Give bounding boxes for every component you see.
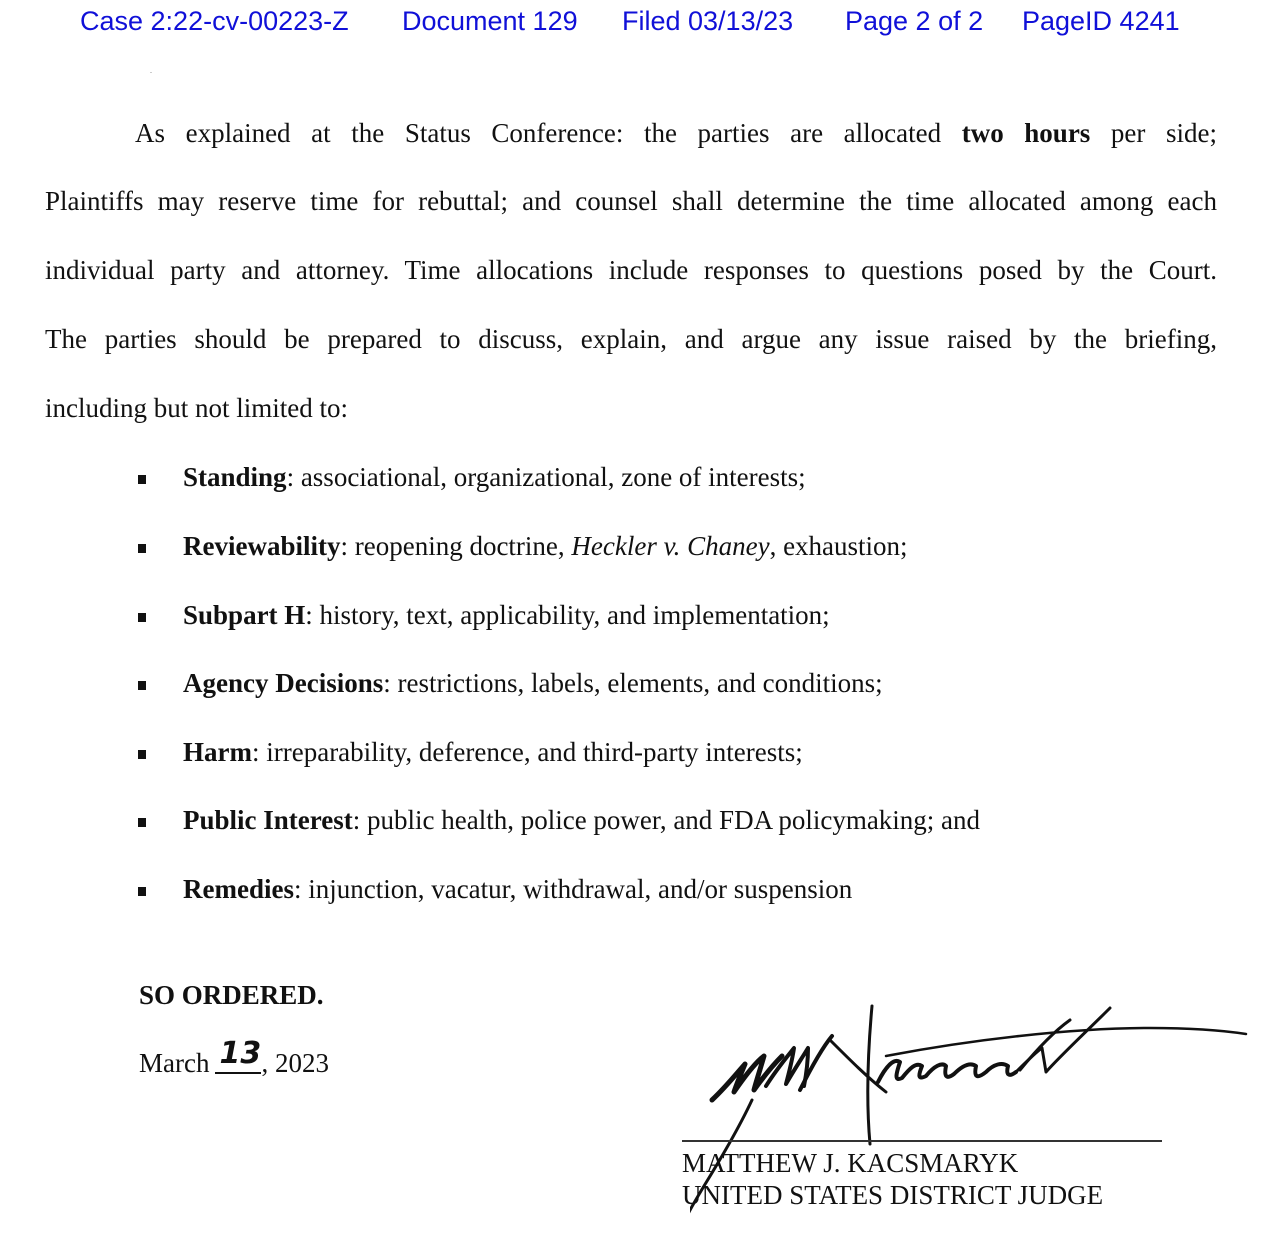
list-item-term: Reviewability: [183, 531, 341, 561]
date-month: March: [139, 1048, 210, 1078]
list-item-detail: : history, text, applicability, and implementation;: [305, 600, 830, 630]
paragraph-line-1-post: per side;: [1090, 118, 1217, 148]
paragraph-line-2: Plaintiffs may reserve time for rebuttal; and counsel shall determine the time allocated among each: [45, 186, 1217, 216]
list-item-detail-pre: : reopening doctrine,: [340, 531, 572, 561]
list-item-detail: : injunction, vacatur, withdrawal, and/or suspension: [293, 874, 853, 904]
emphasis-two-hours: two hours: [961, 118, 1091, 148]
list-item-term: Subpart H: [183, 600, 306, 630]
square-bullet-icon: [138, 613, 146, 622]
so-ordered-heading: SO ORDERED.: [139, 980, 324, 1010]
list-item-detail: : irreparability, deference, and third-party interests;: [251, 737, 803, 767]
case-number: Case 2:22-cv-00223-Z: [80, 6, 349, 36]
signature-line: [682, 1140, 1162, 1142]
page-id: PageID 4241: [1022, 6, 1180, 36]
judge-title: UNITED STATES DISTRICT JUDGE: [682, 1180, 1104, 1210]
ecf-header: [0, 4, 1262, 40]
scan-artifact: [150, 72, 152, 73]
square-bullet-icon: [138, 887, 146, 896]
paragraph-line-1-pre: As explained at the Status Conference: the parties are allocated: [135, 118, 962, 148]
list-item-detail: : restrictions, labels, elements, and conditions;: [383, 668, 883, 698]
square-bullet-icon: [138, 750, 146, 759]
list-item-detail: , exhaustion;: [769, 531, 908, 561]
paragraph-line-3: individual party and attorney. Time allocations include responses to questions posed by the Court.: [45, 255, 1217, 285]
paragraph-line-1: [135, 118, 1217, 154]
list-item-term: Harm: [183, 737, 252, 767]
list-item-detail: : public health, police power, and FDA policymaking; and: [352, 805, 981, 835]
list-item-term: Agency Decisions: [183, 668, 384, 698]
document-number: Document 129: [402, 6, 578, 36]
order-date: [139, 1036, 329, 1079]
paragraph-line-4: The parties should be prepared to discuss, explain, and argue any issue raised by the briefing,: [45, 324, 1217, 354]
list-item-term: Standing: [183, 462, 287, 492]
list-item-detail: : associational, organizational, zone of interests;: [286, 462, 806, 492]
case-citation: Heckler v. Chaney: [571, 531, 770, 561]
paragraph-line-5: including but not limited to:: [45, 393, 348, 423]
square-bullet-icon: [138, 818, 146, 827]
square-bullet-icon: [138, 475, 146, 484]
square-bullet-icon: [138, 544, 146, 553]
filed-date: Filed 03/13/23: [622, 6, 794, 36]
list-item-term: Remedies: [183, 874, 294, 904]
date-day-blank: [215, 1036, 262, 1074]
square-bullet-icon: [138, 681, 146, 690]
judge-name: MATTHEW J. KACSMARYK: [682, 1148, 1019, 1178]
date-year: , 2023: [261, 1048, 329, 1078]
list-item-term: Public Interest: [183, 805, 353, 835]
page-count: Page 2 of 2: [845, 6, 984, 36]
handwritten-day: 13: [219, 1036, 262, 1071]
